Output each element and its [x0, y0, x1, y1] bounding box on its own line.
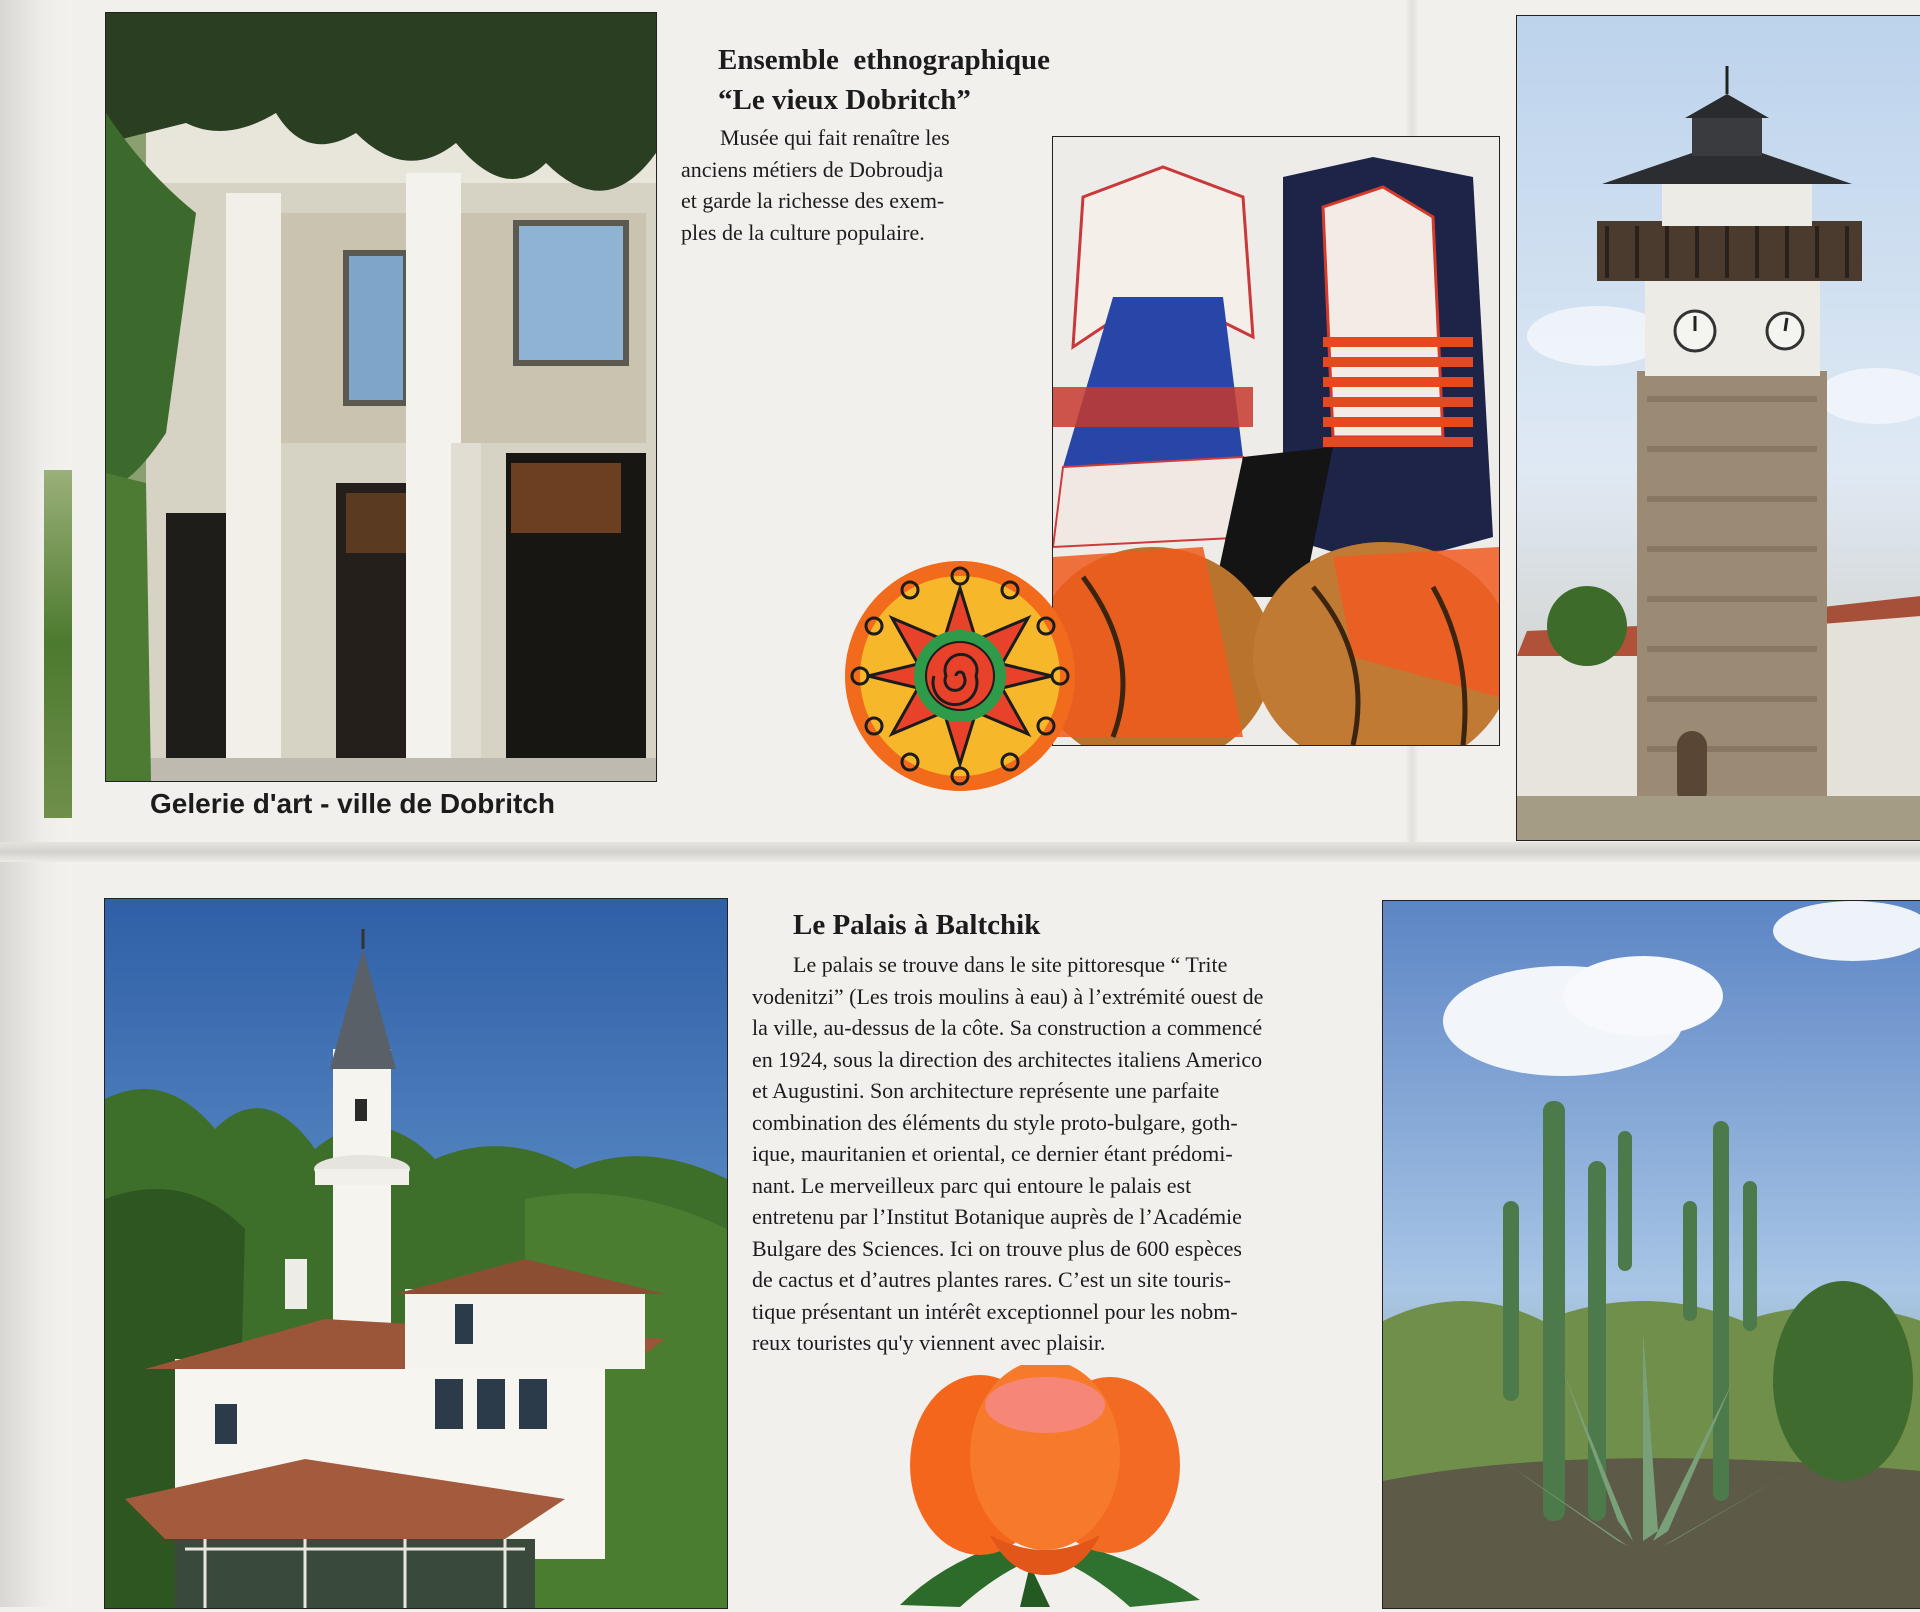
adjacent-page-photo-strip: [44, 470, 72, 818]
baltchik-palace-photo: [104, 898, 728, 1609]
palace-line: de cactus et d’autres plantes rares. C’est un site touris-: [752, 1267, 1231, 1292]
palace-line: entretenu par l’Institut Botanique auprès de l’Académie: [752, 1204, 1242, 1229]
clock-tower-photo: [1516, 15, 1920, 841]
ethnographic-title-line2: “Le vieux Dobritch”: [718, 84, 971, 116]
palace-line: en 1924, sous la direction des architectes italiens Americo: [752, 1046, 1263, 1072]
ethnographic-line: Musée qui fait renaître les: [720, 125, 950, 150]
palace-line: et Augustini. Son architecture représente une parfaite: [752, 1078, 1220, 1103]
palace-title: Le Palais à Baltchik: [793, 909, 1041, 941]
folk-costumes-photo: [1052, 136, 1500, 746]
gallery-caption: Gelerie d'art - ville de Dobritch: [150, 788, 555, 819]
ethnographic-line: et garde la richesse des exem-: [681, 188, 945, 213]
ethnographic-line: anciens métiers de Dobroudja: [681, 156, 944, 182]
palace-line: la ville, au-dessus de la côte. Sa construction a commencé: [752, 1015, 1263, 1040]
palace-line: nant. Le merveilleux parc qui entoure le palais est: [752, 1172, 1192, 1198]
palace-text: [752, 905, 1362, 1359]
art-gallery-photo: [105, 12, 657, 782]
folk-ornament-medallion: [842, 558, 1078, 794]
ethnographic-line: ples de la culture populaire.: [681, 219, 925, 245]
palace-line: combination des éléments du style proto-bulgare, goth-: [752, 1109, 1238, 1135]
palace-line: reux touristes qu'y viennent avec plaisir.: [752, 1330, 1106, 1355]
palace-line: Le palais se trouve dans le site pittoresque “ Trite: [793, 952, 1228, 977]
page-fold-horizontal: [0, 842, 1920, 862]
palace-line: ique, mauritanien et oriental, ce dernier étant prédomi-: [752, 1141, 1233, 1166]
palace-line: vodenitzi” (Les trois moulins à eau) à l’extrémité ouest de: [752, 983, 1264, 1009]
peony-flower-illustration: [880, 1365, 1210, 1607]
palace-line: Bulgare des Sciences. Ici on trouve plus de 600 espèces: [752, 1235, 1242, 1261]
palace-line: tique présentant un intérêt exceptionnel pour les nobm-: [752, 1298, 1238, 1324]
ethnographic-title-line1: Ensemble ethnographique: [718, 44, 1050, 76]
ethnographic-ensemble-text: [681, 40, 1098, 248]
cactus-garden-photo: [1382, 900, 1920, 1609]
